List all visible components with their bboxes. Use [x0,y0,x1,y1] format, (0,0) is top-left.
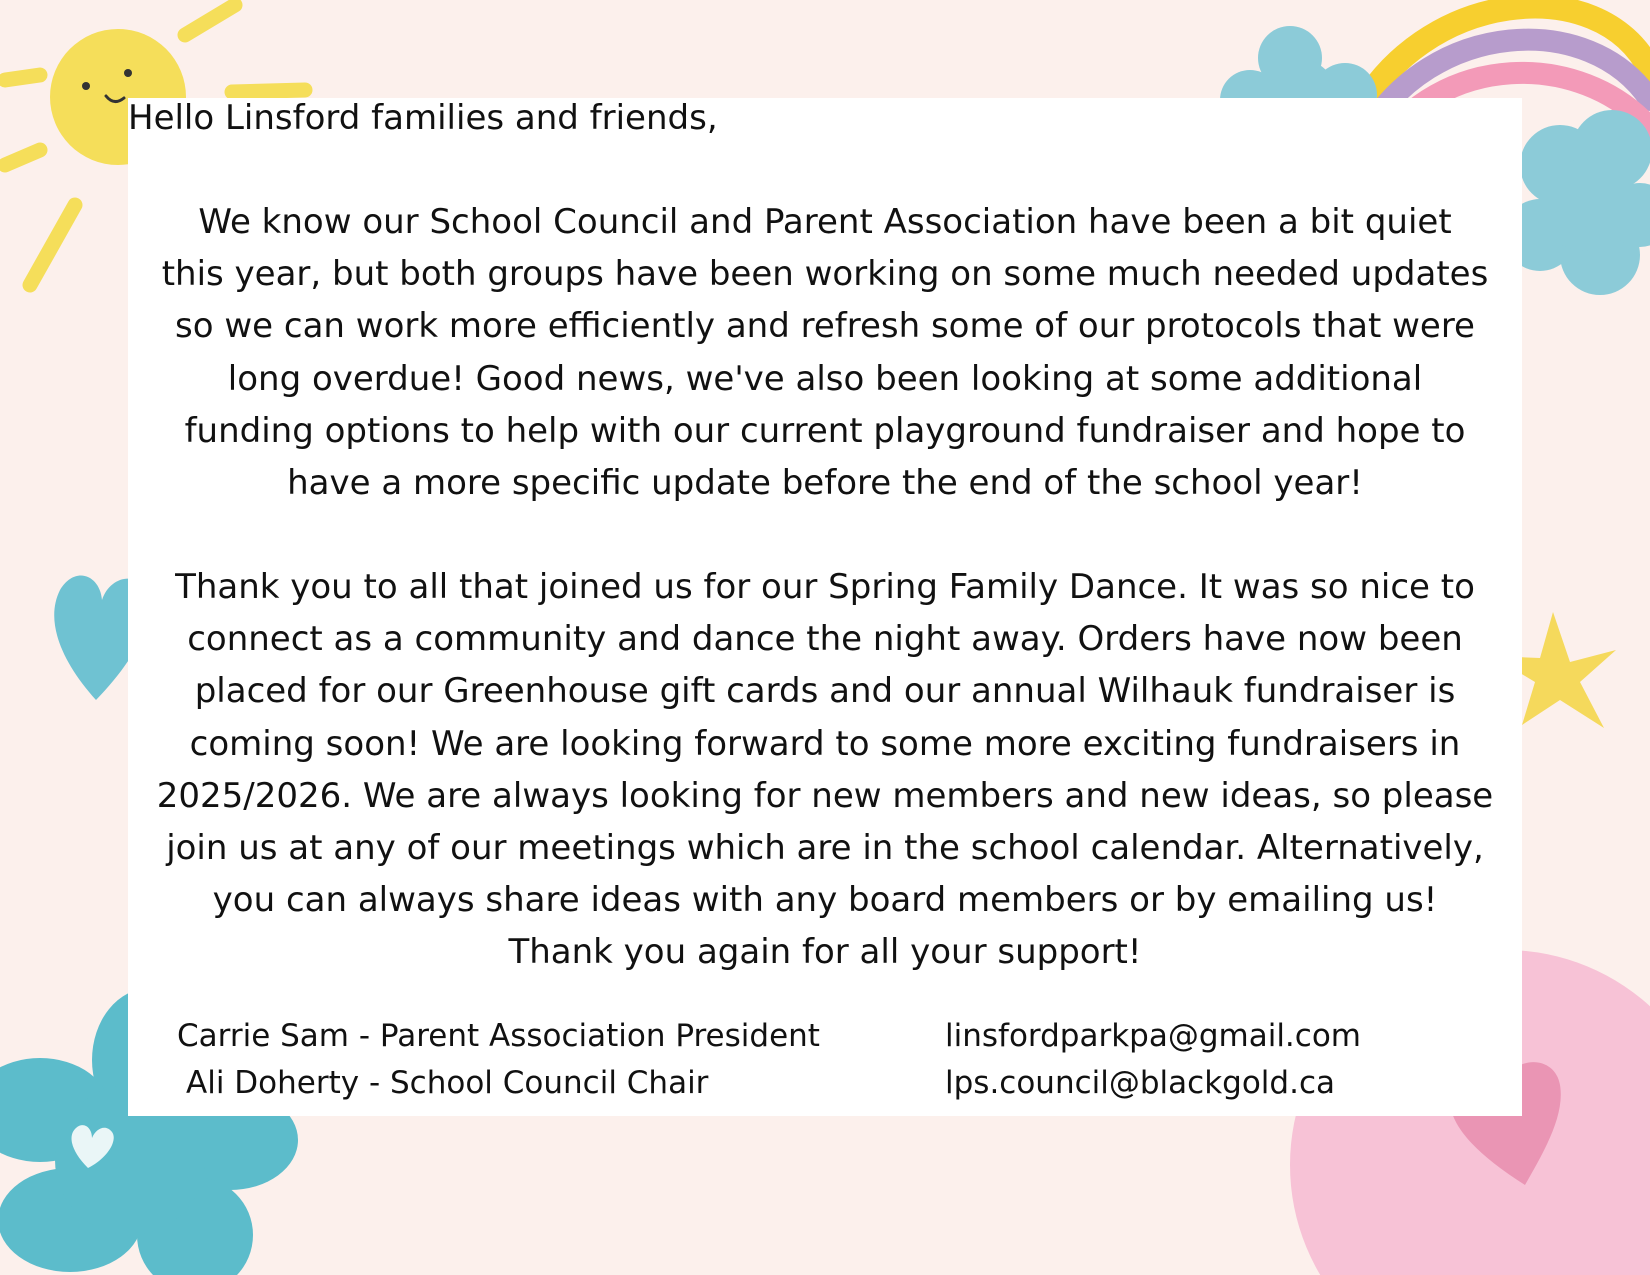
paragraph-line: this year, but both groups have been working on some much needed updates [161,254,1489,295]
signature-email-president[interactable]: linsfordparkpa@gmail.com [945,1018,1361,1054]
paragraph-thanks [128,561,1522,979]
paragraph-line: coming soon! We are looking forward to some more exciting fundraisers in [189,723,1461,764]
paragraph-line: Thank you to all that joined us for our Spring Family Dance. It was so nice to [175,567,1475,607]
paragraph-line: long overdue! Good news, we've also been looking at some additional [227,358,1423,399]
paragraph-line: connect as a community and dance the night away. Orders have now been [187,619,1463,660]
paragraph-updates [128,196,1522,509]
signature-name-council-chair: Ali Doherty - School Council Chair [186,1065,709,1101]
paragraph-line: 2025/2026. We are always looking for new members and new ideas, so please [156,775,1494,816]
paragraph-line: so we can work more efficiently and refresh some of our protocols that were [175,306,1475,347]
paragraph-line: funding options to help with our current playground fundraiser and hope to [184,410,1466,451]
paragraph-line: We know our School Council and Parent Association have been a bit quiet [198,202,1452,242]
cloud-icon [1504,110,1650,295]
paragraph-line: you can always share ideas with any board members or by emailing us! [212,880,1438,921]
signature-email-council-chair[interactable]: lps.council@blackgold.ca [945,1065,1335,1101]
paragraph-line: Thank you again for all your support! [508,932,1142,973]
paragraph-line: placed for our Greenhouse gift cards and our annual Wilhauk fundraiser is [194,671,1456,712]
paragraph-line: have a more specific update before the end of the school year! [287,463,1363,504]
signature-name-president: Carrie Sam - Parent Association President [177,1018,820,1054]
paragraph-line: join us at any of our meetings which are in the school calendar. Alternatively, [166,828,1484,869]
greeting: Hello Linsford families and friends, [128,98,718,138]
